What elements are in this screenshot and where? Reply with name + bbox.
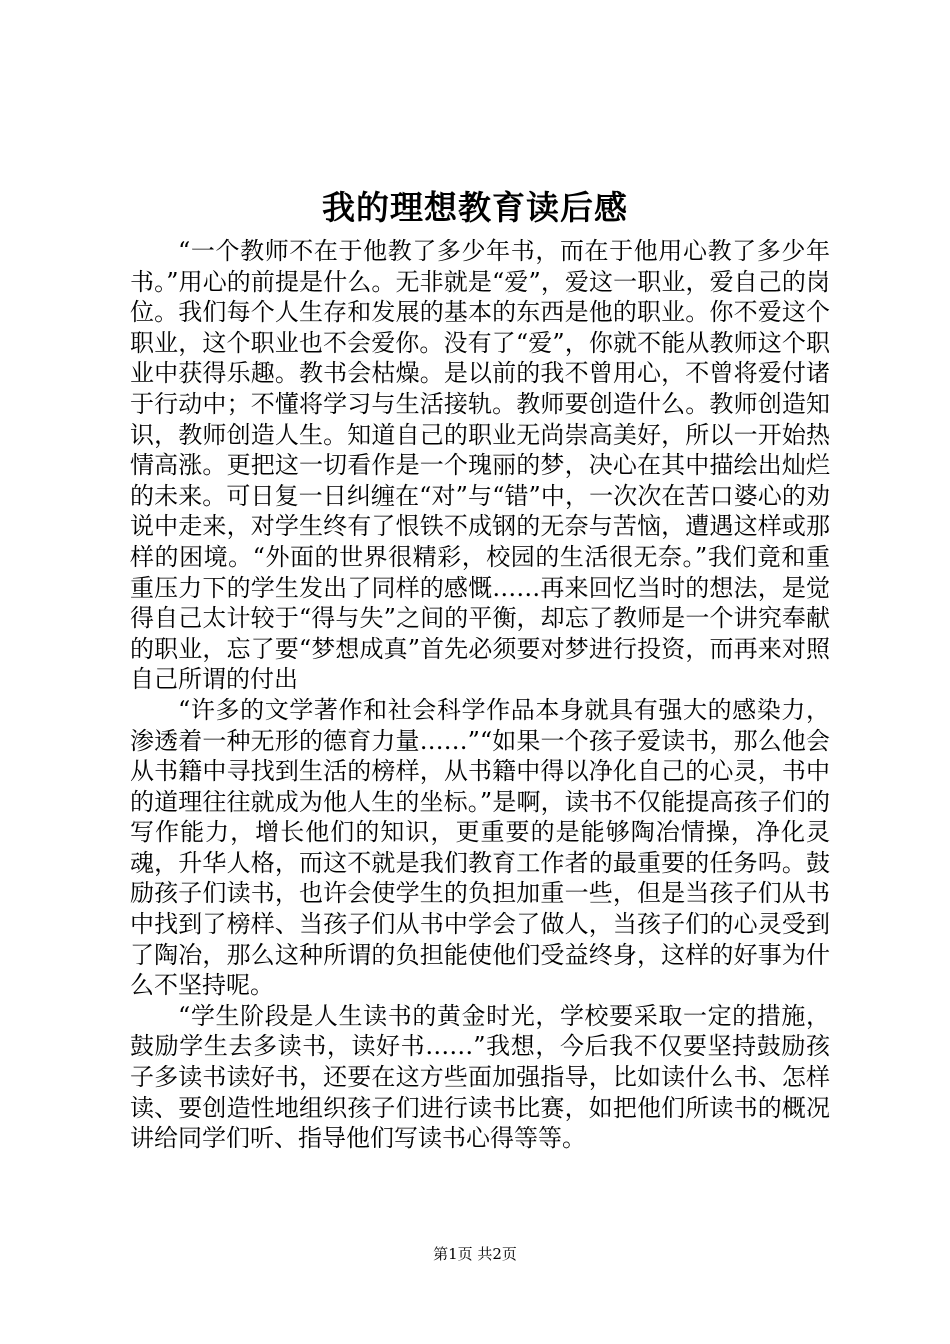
document-title: 我的理想教育读后感 bbox=[322, 188, 628, 227]
page-number-footer: 第1页 共2页 bbox=[433, 1245, 517, 1263]
paragraph-3: “学生阶段是人生读书的黄金时光，学校要采取一定的措施，鼓励学生去多读书，读好书……”我想，今后我不仅要坚持鼓励孩子多读书读好书，还要在这方些面加强指导，比如读什么书、怎样读、要创造性地组织孩子们进行读书比赛，如把他们所读书的概况讲给同学们听、指导他们写读书心得等等。 bbox=[130, 1001, 830, 1153]
paragraph-2: “许多的文学著作和社会科学作品本身就具有强大的感染力，渗透着一种无形的德育力量……”“如果一个孩子爱读书，那么他会从书籍中寻找到生活的榜样，从书籍中得以净化自己的心灵，书中的道理往往就成为他人生的坐标。”是啊，读书不仅能提高孩子们的写作能力，增长他们的知识，更重要的是能够陶冶情操，净化灵魂，升华人格，而这不就是我们教育工作者的最重要的任务吗。鼓励孩子们读书，也许会使学生的负担加重一些，但是当孩子们从书中找到了榜样、当孩子们从书中学会了做人，当孩子们的心灵受到了陶冶，那么这种所谓的负担能使他们受益终身，这样的好事为什么不坚持呢。 bbox=[130, 695, 830, 1000]
paragraph-1: “一个教师不在于他教了多少年书，而在于他用心教了多少年书。”用心的前提是什么。无非就是“爱”，爱这一职业，爱自己的岗位。我们每个人生存和发展的基本的东西是他的职业。你不爱这个职业，这个职业也不会爱你。没有了“爱”，你就不能从教师这个职业中获得乐趣。教书会枯燥。是以前的我不曾用心，不曾将爱付诸于行动中；不懂将学习与生活接轨。教师要创造什么。教师创造知识，教师创造人生。知道自己的职业无尚崇高美好，所以一开始热情高涨。更把这一切看作是一个瑰丽的梦，决心在其中描绘出灿烂的未来。可日复一日纠缠在“对”与“错”中，一次次在苦口婆心的劝说中走来，对学生终有了恨铁不成钢的无奈与苦恼，遭遇这样或那样的困境。“外面的世界很精彩，校园的生活很无奈。”我们竟和重重压力下的学生发出了同样的感慨……再来回忆当时的想法，是觉得自己太计较于“得与失”之间的平衡，却忘了教师是一个讲究奉献的职业，忘了要“梦想成真”首先必须要对梦进行投资，而再来对照自己所谓的付出 bbox=[130, 237, 830, 694]
document-body bbox=[130, 236, 830, 1154]
